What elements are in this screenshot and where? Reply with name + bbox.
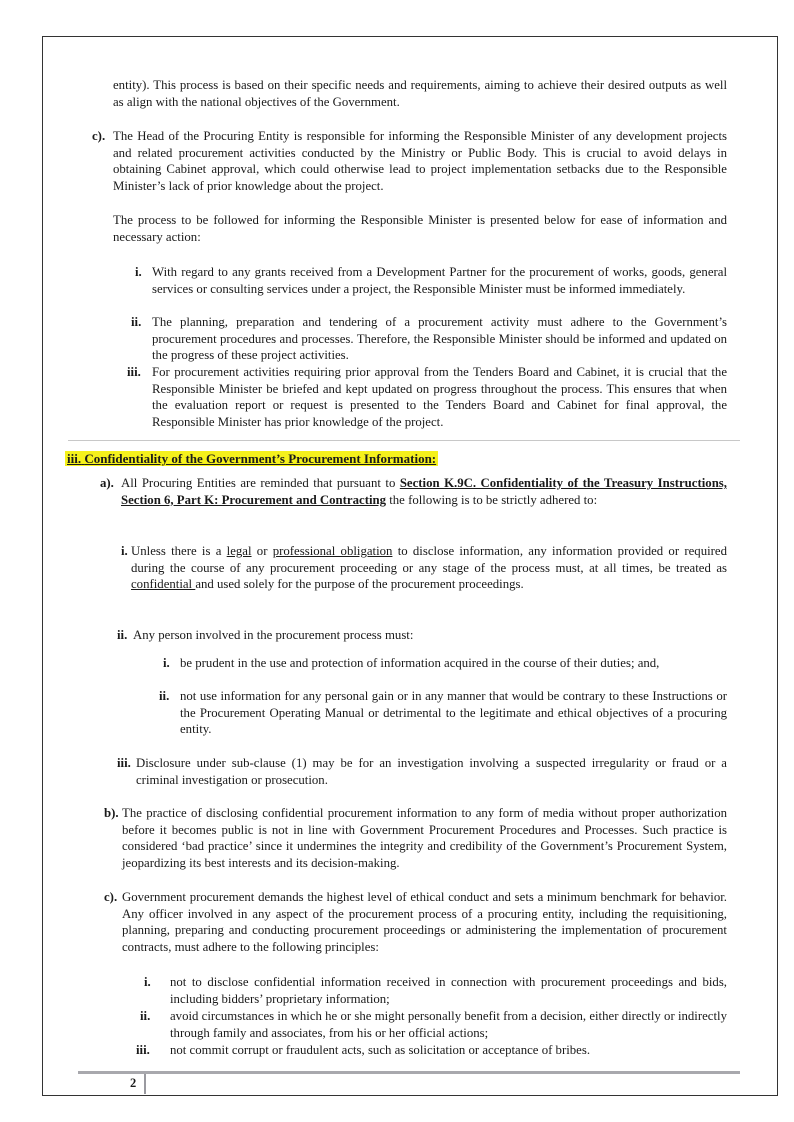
c1-item-ii-label: ii.	[131, 315, 142, 329]
a-sub-ii-item-ii-label: ii.	[159, 689, 170, 703]
c1-item-iii-text: For procurement activities requiring prior approval from the Tenders Board and Cabinet, it is crucial that the Responsible Minister be briefed and kept updated on progress throughout the process. This ensures that when the evaluation report or request is presented to the Tenders Board and Cabinet for final approval, the Responsible Minister has prior knowledge of the project.	[152, 365, 727, 429]
c1-item-ii-text: The planning, preparation and tendering of a procurement activity must adhere to the Government’s procurement procedures and processes. Therefore, the Responsible Minister should be informed and updated on the progress of these project activities.	[152, 315, 727, 363]
a-sub-ii-item-ii-text: not use information for any personal gain or in any manner that would be contrary to these Instructions or the Procurement Operating Manual or detrimental to the legitimate and ethical objectives of a procuring entity.	[180, 689, 727, 737]
section-c1-label: c).	[92, 129, 106, 143]
section-iii-number: iii.	[67, 451, 82, 466]
a-sub-i-t3: to disclose information, any information provided or required during the course of any procurement proceeding or any stage of the process must, at all times, be treated as	[131, 544, 727, 575]
c1-item-i-text: With regard to any grants received from a Development Partner for the procurement of works, goods, general services or consulting services under a project, the Responsible Minister must be informed immediately.	[152, 265, 727, 296]
a-sub-i-t4: and used solely for the purpose of the procurement proceedings.	[195, 577, 524, 592]
c1-item-iii-label: iii.	[127, 365, 141, 379]
a-sub-i-paragraph	[131, 543, 727, 593]
a-sub-iii-paragraph: Disclosure under sub-clause (1) may be for an investigation involving a suspected irregularity or fraud or a criminal investigation or prosecution.	[136, 756, 727, 787]
treasury-instructions-reference: Section K.9C. Confidentiality of the Treasury Instructions, Section 6, Part K: Procurement and Contracting	[121, 476, 727, 507]
section-a-text-start: All Procuring Entities are reminded that pursuant to	[121, 476, 400, 490]
section-c1-paragraph: The Head of the Procuring Entity is responsible for informing the Responsible Minister of any development projects and related procurement activities conducted by the Ministry or Public Body. This is crucial to avoid delays in obtaining Cabinet approval, which could otherwise lead to project implementation setbacks due to the Responsible Minister’s lack of prior knowledge about the project.	[113, 129, 727, 193]
legal-underlined: legal	[226, 544, 252, 558]
c1-item-i-label: i.	[135, 265, 142, 279]
footer-rule	[78, 1071, 740, 1074]
section-iii-title: Confidentiality of the Government’s Procurement Information:	[84, 451, 437, 466]
section-c2-paragraph: Government procurement demands the highest level of ethical conduct and sets a minimum benchmark for behavior. Any officer involved in any aspect of the procurement process of a procuring entity, including the requisitioning, planning, preparing and conducting procurement proceedings or administering the implementation of procurement contracts, must adhere to the following principles:	[122, 890, 727, 954]
confidential-underlined: confidential	[131, 577, 196, 592]
section-b-paragraph: The practice of disclosing confidential procurement information to any form of media without proper authorization before it becomes public is not in line with Government Procurement Procedures and Processes. Such practice is considered ‘bad practice’ since it undermines the integrity and credibility of the Government’s Procurement System, jeopardizing its best interests and its decision-making.	[122, 806, 727, 870]
process-paragraph: The process to be followed for informing the Responsible Minister is presented below for ease of information and necessary action:	[113, 213, 727, 244]
c2-item-iii-text: not commit corrupt or fraudulent acts, such as solicitation or acceptance of bribes.	[170, 1043, 591, 1057]
c2-item-i-label: i.	[144, 975, 151, 989]
section-a-label: a).	[100, 476, 114, 490]
section-c2-label: c).	[104, 890, 118, 904]
a-sub-ii-item-i-label: i.	[163, 656, 170, 670]
professional-obligation-underlined: professional obligation	[272, 544, 393, 558]
section-a-paragraph	[121, 475, 727, 508]
section-a-text-end: the following is to be strictly adhered to:	[386, 492, 598, 507]
a-sub-i-t2: or	[251, 544, 273, 558]
c2-item-iii-label: iii.	[136, 1043, 150, 1057]
a-sub-iii-label: iii.	[117, 756, 131, 770]
c2-item-ii-text: avoid circumstances in which he or she might personally benefit from a decision, either directly or indirectly through family and associates, from his or her official actions;	[170, 1009, 727, 1040]
section-iii-highlight	[65, 451, 438, 466]
a-sub-i-label: i.	[121, 544, 128, 558]
a-sub-ii-paragraph: Any person involved in the procurement process must:	[133, 628, 414, 642]
c2-item-ii-label: ii.	[140, 1009, 151, 1023]
section-iii-heading	[65, 450, 745, 468]
a-sub-i-t1: Unless there is a	[131, 544, 227, 558]
page-number-separator	[144, 1074, 146, 1094]
intro-paragraph: entity). This process is based on their specific needs and requirements, aiming to achieve their desired outputs as well as align with the national objectives of the Government.	[113, 78, 727, 109]
page-number: 2	[130, 1076, 137, 1090]
section-divider	[68, 440, 740, 441]
c2-item-i-text: not to disclose confidential information received in connection with procurement proceedings and bids, including bidders’ proprietary information;	[170, 975, 727, 1006]
a-sub-ii-label: ii.	[117, 628, 128, 642]
section-b-label: b).	[104, 806, 119, 820]
a-sub-ii-item-i-text: be prudent in the use and protection of information acquired in the course of their duties; and,	[180, 656, 660, 670]
